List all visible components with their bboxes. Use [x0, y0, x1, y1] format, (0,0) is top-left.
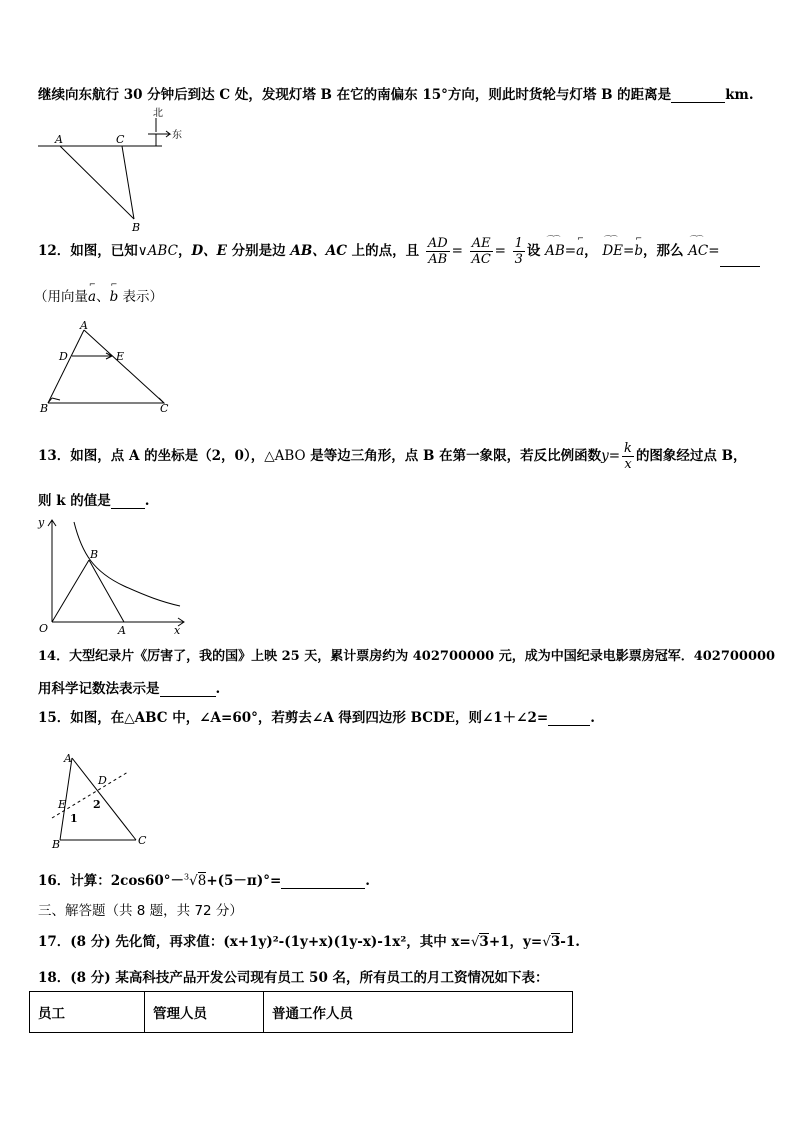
table-cell-employee: 员工 [30, 992, 145, 1033]
q12-answer-blank[interactable] [720, 252, 760, 267]
q13-label-B: B [90, 548, 99, 561]
radical-icon: √ [542, 934, 551, 950]
q12-sep1: ， [177, 243, 192, 259]
q13-line1 [38, 441, 747, 472]
table-cell-staff: 普通工作人员 [264, 992, 573, 1033]
q13-eq: = [608, 448, 621, 464]
q12-note-suffix: 表示） [118, 289, 164, 305]
q13-line2-text: 则 k 的值是 [38, 493, 111, 509]
q13-line2 [38, 489, 149, 509]
q12-vector-a: ⌐ a [576, 243, 584, 259]
q13-answer-blank[interactable] [111, 494, 145, 509]
q16-line [38, 869, 370, 889]
radical-icon: √ [470, 934, 480, 950]
q11-north-label: 北 [153, 108, 163, 119]
q14-line1: 14．大型纪录片《厉害了，我的国》上映 25 天，累计票房约为 402700000 元，成为中国纪录电影票房冠军．402700000 [38, 649, 776, 664]
q12-vector-AC: ⌒⌒ AC [688, 243, 708, 259]
q14-line2 [38, 677, 220, 697]
salary-table [29, 991, 573, 1033]
q12-triangle: ∨ABC [137, 243, 178, 259]
q14-line2-text: 用科学记数法表示是 [38, 681, 160, 697]
q12-note [34, 285, 163, 305]
q11-figure [36, 104, 196, 236]
q13-label-y: y [38, 516, 45, 529]
q12-eq5: = [708, 243, 720, 259]
q14-answer-blank[interactable] [160, 682, 216, 697]
q17-text: 17．(8 分) 先化简，再求值：(x+1y)²-(1y+x)(1y-x)-1x²，其中 x= [38, 934, 471, 950]
q11-unit: km. [725, 87, 754, 103]
q16-root-index: 3 [184, 872, 190, 882]
q11-line-AB [60, 146, 134, 219]
q15-angle-2: 2 [93, 798, 101, 811]
q15-label-C: C [138, 834, 147, 847]
q13-line-BA [89, 560, 124, 622]
q17-root1: 3 [479, 934, 489, 950]
radical-icon: √ [189, 873, 198, 889]
q16-prefix: 16．计算：2cos60°－ [38, 873, 185, 889]
q18-line: 18．(8 分) 某高科技产品开发公司现有员工 50 名，所有员工的月工资情况如下表： [38, 970, 549, 986]
q16-root-value: 8 [197, 873, 207, 889]
q12-eq4: = [623, 243, 635, 259]
q12-eq2: = [494, 243, 506, 259]
q12-line-AC [84, 330, 164, 403]
q16-answer-blank[interactable] [281, 874, 365, 889]
table-cell-manager: 管理人员 [145, 992, 264, 1033]
q11-label-C: C [116, 133, 125, 146]
q12-text-line: 12．如图，已知∨ABC，D、E 分别是边 AB、AC 上的点，且 $\frac{AD}{AB}$ = $\frac{AE}{AC}$ = $\frac{1}{3}$ 设 ⌒⌒ AB=⌐ a， ⌒⌒ DE=⌐ b，那么 ⌒⌒ AC= [38, 236, 760, 267]
q13-label-O: O [39, 622, 49, 635]
q11-label-B: B [132, 221, 141, 234]
q12-set: 设 [526, 243, 541, 259]
q17-mid: +1，y= [488, 934, 543, 950]
q12-sep3: 上的点，且 [346, 243, 420, 259]
q17-line [38, 930, 580, 950]
q12-frac-AE-AC: $\frac{AE}{AC}$ [471, 236, 491, 267]
q11-text-line [38, 83, 754, 103]
q17-root2: 3 [550, 934, 561, 950]
q15-angle-1: 1 [70, 812, 78, 825]
q13-label-A: A [118, 624, 126, 636]
q13-frac-k-x: $\frac{k}{x}$ [624, 441, 632, 472]
q13-figure [34, 514, 194, 636]
q12-label-B: B [40, 402, 49, 415]
q16-suffix: +(5－π)°= [206, 873, 282, 889]
q13-line1-suffix: 的图象经过点 B， [635, 448, 747, 464]
q13-y: y [601, 448, 609, 464]
q11-line-CB [122, 146, 134, 219]
q15-line [38, 706, 595, 726]
q12-note-a: ⌐ a [88, 289, 96, 305]
compass-arrow-icon [156, 118, 170, 137]
q11-text: 继续向东航行 30 分钟后到达 C 处，发现灯塔 B 在它的南偏东 15°方向，则此时货轮与灯塔 B 的距离是 [38, 87, 672, 103]
q15-label-D: D [98, 774, 107, 787]
q13-line-OB [52, 560, 89, 622]
table-row [30, 992, 573, 1033]
q12-note-sep: 、 [96, 289, 110, 305]
q12-eq3: = [564, 243, 577, 259]
q15-cut-line [52, 772, 128, 818]
q13-line1-mid: 是等边三角形，点 B 在第一象限，若反比例函数 [305, 448, 602, 464]
q15-text: 15．如图，在△ABC 中，∠A=60°，若剪去∠A 得到四边形 BCDE，则∠1＋∠2= [38, 710, 549, 726]
q12-label-A: A [80, 319, 88, 332]
q12-note-b: ⌐ b [110, 289, 119, 305]
q15-end: . [590, 710, 595, 726]
q14-line2-end: . [215, 681, 221, 697]
q12-vector-DE: ⌒⌒ DE [602, 243, 623, 259]
q12-frac-AD-AB: $\frac{AD}{AB}$ [427, 236, 448, 267]
q15-label-B: B [52, 838, 61, 850]
q11-answer-blank[interactable] [671, 88, 725, 103]
q12-vector-b: ⌐ b [634, 243, 643, 259]
q12-prefix: 12．如图，已知 [38, 243, 138, 259]
q15-label-E: E [58, 798, 67, 811]
q13-triangle: △ABO [264, 448, 306, 464]
q12-then: ，那么 [642, 243, 684, 259]
q13-hyperbola [74, 522, 180, 606]
q16-end: . [365, 873, 370, 889]
q15-answer-blank[interactable] [548, 711, 590, 726]
q13-line1-prefix: 13．如图，点 A 的坐标是（2，0）， [38, 448, 265, 464]
q12-figure [36, 318, 186, 418]
q15-line-AC [72, 758, 136, 840]
q12-label-D: D [59, 350, 68, 363]
q17-end: -1. [560, 934, 580, 950]
q12-label-C: C [160, 402, 169, 415]
q15-figure [48, 750, 158, 850]
q12-note-prefix: （用向量 [34, 289, 88, 305]
q12-points: D、E [191, 243, 227, 259]
q13-label-x: x [174, 624, 181, 636]
q12-eq1: = [451, 243, 463, 259]
q11-east-label: 东 [172, 130, 182, 141]
section3-heading: 三、解答题（共 8 题，共 72 分） [38, 903, 243, 919]
q15-label-A: A [64, 752, 72, 765]
q12-sides: AB、AC [290, 243, 347, 259]
q13-line2-end: . [144, 493, 150, 509]
q12-sep2: 分别是边 [226, 243, 291, 259]
q11-label-A: A [55, 133, 63, 146]
q12-vector-AB: ⌒⌒ AB [545, 243, 565, 259]
q12-frac-1-3: $\frac{1}{3}$ [514, 236, 523, 267]
q12-line-AB [48, 330, 84, 403]
q12-label-E: E [116, 350, 125, 363]
